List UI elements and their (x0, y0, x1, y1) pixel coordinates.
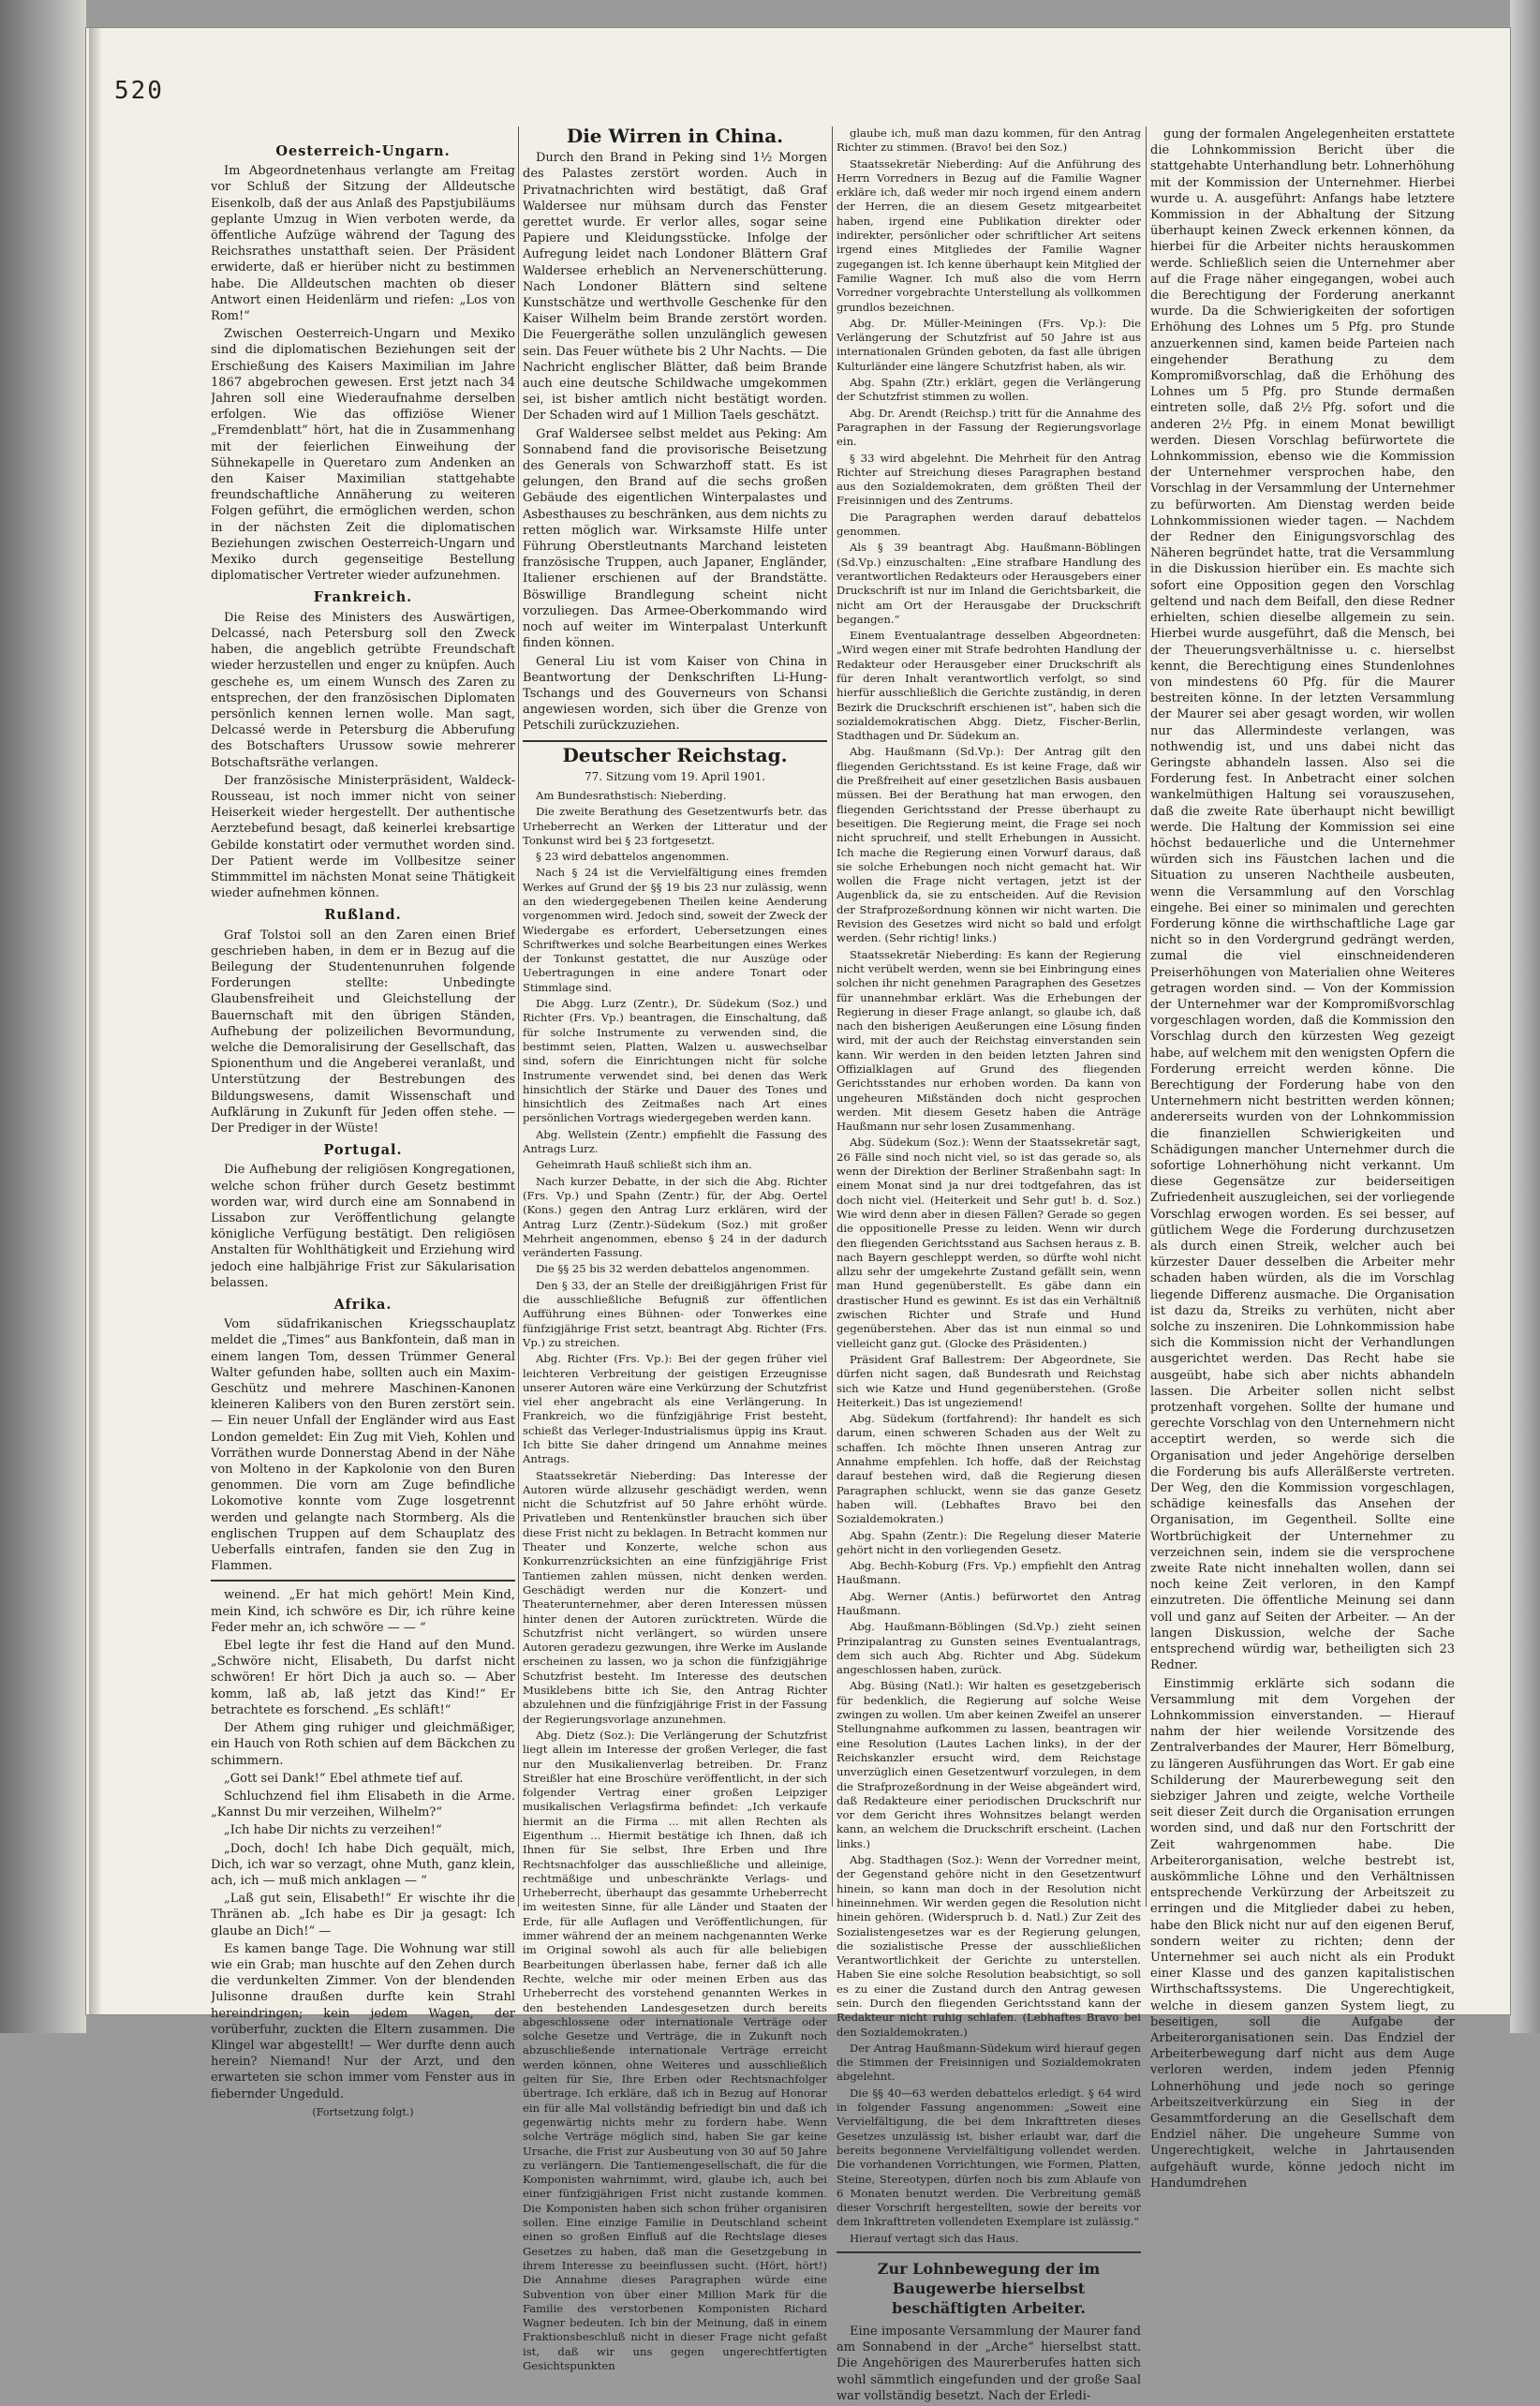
paragraph: Am Bundesrathstisch: Nieberding. (536, 788, 727, 802)
paragraph: Die zweite Berathung des Gesetzentwurfs betr. das Urheberrecht an Werken der Litteratur und der Tonkunst wird bei § 23 fortgesetzt. (523, 805, 827, 847)
feuilleton-paragraph: „Doch, doch! Ich habe Dich gequält, mich, Dich, ich war so verzagt, ohne Muth, ganz klein, ach, ich — muß mich anklagen — “ (211, 1841, 515, 1888)
paragraph: gung der formalen Angelegenheiten erstattete die Lohnkommission Bericht über die stattgehabte Unterhandlung betr. Lohnerhöhung mit der Kommission der Unternehmer. Hierbei wurde u. A. ausgeführt: Anfangs habe letztere Kommission in der Abhaltung der Sitzung überhaupt keinen Zweck erkennen können, da hierbei für die Arbeiter nichts herauskommen werde. Schließlich seien die Unternehmer aber auf die Frage näher eingegangen, wobei auch die Berechtigung der Forderung anerkannt wurde. Da die Schwierigkeiten der sofortigen Erhöhung des Lohnes um 5 Pfg. pro Stunde anzuerkennen sind, kamen beide Parteien nach eingehender Berathung zu dem Kompromißvorschlag, daß die Erhöhung des Lohnes um 5 Pfg. pro Stunde dermaßen eintreten solle, daß 2½ Pfg. sofort und die anderen 2½ Pfg. in einem Monat bewilligt werden. Diesen Vorschlag befürwortete die Lohnkommission, ebenso wie die Kommission der Unternehmer versprochen habe, den Vorschlag in der Versammlung der Unternehmer zu befürworten. Am Dienstag werden beide Lohnkommissionen wieder tagen. — Nachdem der Redner den Einigungsvorschlag des Näheren begründet hatte, trat die Versammlung in die Diskussion hierüber ein. Es machte sich sofort eine Opposition gegen den Vorschlag geltend und nach dem Beifall, den diese Redner erhielten, schien dieselbe allgemein zu sein. Hierbei wurde ausgeführt, daß die Mensch, bei der Theuerungsverhältnisse u. c. hierselbst kennt, die Berechtigung eines Stundenlohnes von mindestens 60 Pfg. für die Maurer bestreiten könne. In der letzten Versammlung der Maurer sei aber gesagt worden, wir wollen nur das Allermindeste verlangen, was nothwendig ist, und uns dabei nicht das Geringste abhandeln lassen. Also sei die Forderung fest. In Anbetracht einer solchen wankelmüthigen Haltung sei vorauszusehen, daß die zweite Rate überhaupt nicht bewilligt werde. Die Haltung der Kommission sei eine höchst bedauerliche und die Unternehmer würden sich ins Fäustchen lachen und die Situation zu unseren Nachtheile ausbeuten, wenn die Versammlung auf den Vorschlag eingehe. Bei einer so minimalen und gerechten Forderung könne die wirthschaftliche Lage gar nicht so in den Vordergrund gedrängt werden, zumal die viel einschneidenderen Preiserhöhungen von Materialien ohne Weiteres getragen worden sind. — Von der Kommission der Unternehmer war der Kompromißvorschlag vorgeschlagen worden, daß die Kommission den Vorschlag durch den kürzesten Weg gezeigt habe, auf welchem mit den wenigsten Opfern die Forderung erreicht werden könne. Die Berechtigung der Forderung habe von den Unternehmern nicht bestritten werden können; andererseits wurden von der Lohnkommission die finanziellen Schwierigkeiten und Schädigungen mancher Unternehmer durch die sofortige Lohnerhöhung nicht verkannt. Um diese Gegensätze zur beiderseitigen Zufriedenheit auszugleichen, sei der vorliegende Vorschlag erwogen worden. Es sei besser, auf gütlichem Wege die Forderung durchzusetzen als durch einen Streik, welcher auch bei kürzester Dauer desselben die Arbeiter mehr schaden haben würden, als die im Vorschlag liegende Differenz ausmache. Die Organisation ist dazu da, Streiks zu verhüten, nicht aber solche zu inszeniren. Die Lohnkommission habe sich die Kommission nicht der Verhandlungen ausgerichtet werden. Das Recht habe sie ausgeübt, habe sich aber nichts abhandeln lassen. Die Arbeiter sollen nicht selbst protzenhaft vorgehen. Sollte der humane und gerechte Vorschlag von den Unternehmern nicht acceptirt werden, so werde sich die Organisation und jeder Angehörige derselben die Forderung bis aufs Allerälßerste vertreten. Der Weg, den die Kommission vorgeschlagen, schädige keinesfalls das Ansehen der Organisation, im Gegentheil. Sollte eine Wortbrüchigkeit der Unternehmer zu verzeichnen sein, indem sie die versprochene zweite Rate nicht innehalten wollen, dann sei noch keine Zeit verloren, in den Kampf einzutreten. Die öffentliche Meinung sei dann voll und ganz auf Seiten der Arbeiter. — An der langen Diskussion, welche der Sache entsprechend würdig war, betheiligten sich 23 Redner. (1150, 127, 1455, 1673)
section-rule (523, 740, 827, 742)
paragraph: Abg. Dr. Müller-Meiningen (Frs. Vp.): Die Verlängerung der Schutzfrist auf 50 Jahre ist aus internationalen Gründen geboten, da fast alle übrigen Kulturländer eine längere Schutzfrist haben, als wir. (837, 316, 1141, 373)
paragraph: Der französische Ministerpräsident, Waldeck-Rousseau, ist noch immer nicht von seiner Heiserkeit wieder hergestellt. Der authentische Aerztebefund besagt, daß keinerlei krebsartige Gebilde konstatirt oder vermuthet worden sind. Der Patient werde im Vollbesitze seiner Stimmmittel im nächsten Monat seine Thätigkeit wieder aufnehmen können. (211, 773, 515, 901)
paragraph: Abg. Haußmann-Böblingen (Sd.Vp.) zieht seinen Prinzipalantrag zu Gunsten seines Eventualantrags, dem sich auch Abg. Richter und Abg. Südekum angeschlossen haben, zurück. (837, 1620, 1141, 1677)
paragraph: Nach § 24 ist die Vervielfältigung eines fremden Werkes auf Grund der §§ 19 bis 23 nur zulässig, wenn an den wiedergegebenen Theilen keine Aenderung vorgenommen wird. Jedoch sind, soweit der Zweck der Wiedergabe es erfordert, Uebersetzungen eines Schriftwerkes und solche Bearbeitungen eines Werkes der Tonkunst gestattet, die nur Auszüge oder Uebertragungen in eine andere Tonart oder Stimmlage sind. (523, 866, 827, 994)
paragraph: § 33 wird abgelehnt. Die Mehrheit für den Antrag Richter auf Streichung dieses Paragraphen bestand aus den Sozialdemokraten, dem größten Theil der Freisinnigen und des Zentrums. (837, 451, 1141, 508)
paragraph: Abg. Stadthagen (Soz.): Wenn der Vorredner meint, der Gegenstand gehöre nicht in den Gesetzentwurf hinein, so kann man doch in der Resolution nicht hineinnehmen. Wir werden gegen die Resolution nicht hinein gehören. (Widerspruch b. d. Natl.) Zur Zeit des Sozialistengesetzes war es der Regierung gelungen, die sozialistische Presse der ausschließlichen Verantwortlichkeit der Gerichte zu unterstellen. Haben Sie eine solche Resolution beabsichtigt, so soll es zu einer die Zustand durch den Antrag gewesen sein. Durch den fliegenden Gerichtsstand kann der Redakteur nicht ruhig schlafen. (Lebhaftes Bravo bei den Sozialdemokraten.) (837, 1853, 1141, 2039)
column-rule (1146, 126, 1147, 1907)
feuilleton-paragraph: Schluchzend fiel ihm Elisabeth in die Arme. „Kannst Du mir verzeihen, Wilhelm?“ (211, 1789, 515, 1820)
paragraph: Graf Tolstoi soll an den Zaren einen Brief geschrieben haben, in dem er in Bezug auf die Beilegung der Studentenunruhen folgende Forderungen stellte: Unbedingte Glaubensfreiheit und Gleichstellung der Bauernschaft mit den übrigen Ständen, Aufhebung der polizeilichen Bevormundung, welche die Demoralisirung der Gesellschaft, das Spionenthum und die Angeberei veranlaßt, und Unterstützung der Bestrebungen des Bildungswesens, damit Wissenschaft und Aufklärung in Zukunft für Jeden offen stehe. — Der Prediger in der Wüste! (211, 928, 515, 1136)
paragraph: Abg. Büsing (Natl.): Wir halten es gesetzgeberisch für bedenklich, die Regierung auf solche Weise zwingen zu wollen. Um aber keinen Zweifel an unserer Stellungnahme aufkommen zu lassen, beantragen wir eine Resolution (Lautes Lachen links), in der der Reichskanzler ersucht wird, dem Reichstage unverzüglich einen Gesetzentwurf vorzulegen, in dem die Strafprozeßordnung in der Weise abgeändert wird, daß Redakteure einer periodischen Druckschrift nur vor dem Gericht ihres Wohnsitzes belangt werden kann, an welchem die Druckschrift erscheint. (Lachen links.) (837, 1679, 1141, 1850)
section-heading: Afrika. (333, 1297, 392, 1314)
column-1 (211, 138, 515, 2122)
feuilleton-paragraph: Es kamen bange Tage. Die Wohnung war still wie ein Grab; man huschte auf den Zehen durch die verdunkelten Zimmer. Von der blendenden Julisonne draußen durfte kein Strahl hereindringen; kein jedem Wagen, der vorüberfuhr, zuckten die Eltern zusammen. Die Klingel war abgestellt! — Wer durfte denn auch herein? Niemand! Nur der Arzt, und den erwarteten sie schon immer vom Fenster aus in fiebernder Ungeduld. (211, 1941, 515, 2102)
paragraph: Graf Waldersee selbst meldet aus Peking: Am Sonnabend fand die provisorische Beisetzung des Generals von Schwarzhoff statt. Es ist gelungen, den Brand auf die sechs großen Gebäude des eigentlichen Winterpalastes und Asbesthauses zu beschränken, aus dem nichts zu retten möglich war. Wirksamste Hilfe unter Führung Oberstleutnants Marchand leisteten französische Truppen, auch Japaner, Engländer, Italiener erschienen auf der Brandstätte. Böswillige Brandlegung scheint nicht vorzuliegen. Das Armee-Oberkommando wird noch auf weiter im Winterpalast Unterkunft finden können. (523, 426, 827, 651)
paragraph: Staatssekretär Nieberding: Es kann der Regierung nicht verübelt werden, wenn sie bei Einbringung eines solchen ihr nicht genehmen Paragraphen des Gesetzes für unannehmbar erklärt. Was die Erhebungen der Regierung in dieser Frage anlangt, so glaube ich, daß nach den bisherigen Aeußerungen eine Lösung finden wird, mit der auch der Reichstag einverstanden sein kann. Wir werden in den beiden letzten Jahren sind Offizialklagen auf Grund des fliegenden Gerichtsstandes nur erhoben worden. Da kann von ungeheuren Mißständen doch nicht gesprochen werden. Mit diesem Gesetz haben die Anträge Haußmann nur sehr losen Zusammenhang. (837, 947, 1141, 1134)
paragraph: Eine imposante Versammlung der Maurer fand am Sonnabend in der „Arche“ hierselbst statt. Die Angehörigen des Maurerberufes hatten sich wohl sämmtlich eingefunden und der große Saal war vollständig besetzt. Nach der Erledi- (837, 2324, 1141, 2403)
paragraph: Abg. Werner (Antis.) befürwortet den Antrag Haußmann. (837, 1589, 1141, 1617)
column-4 (1150, 126, 1455, 2193)
column-2 (523, 126, 827, 2375)
paragraph: Abg. Wellstein (Zentr.) empfiehlt die Fassung des Antrags Lurz. (523, 1127, 827, 1156)
scan-edge-right (1510, 0, 1540, 2033)
paragraph: Den § 33, der an Stelle der dreißigjährigen Frist für die ausschließliche Befugniß zur öffentlichen Aufführung eines Bühnen- oder Tonwerkes eine fünfzigjährige Frist setzt, beantragt Abg. Richter (Frs. Vp.) zu streichen. (523, 1278, 827, 1349)
paragraph: Die Abgg. Lurz (Zentr.), Dr. Südekum (Soz.) und Richter (Frs. Vp.) beantragen, die Einschaltung, daß für solche Instrumente zu verwenden sind, die bestimmt seien, Platten, Walzen u. auswechselbar sind, sofern die Einrichtungen nicht für solche Instrumente verwendet sind, bei denen das Werk hinsichtlich der Stärke und Dauer des Tones und hinsichtlich des Zeitmaßes nach Art eines persönlichen Vortrags wiedergegeben werden kann. (523, 997, 827, 1125)
section-heading: Oesterreich-Ungarn. (275, 143, 451, 159)
section-heading: Frankreich. (313, 589, 413, 606)
paragraph: Staatssekretär Nieberding: Das Interesse der Autoren würde allzusehr geschädigt werden, wenn nicht die Schutzfrist auf 50 Jahre erhöht würde. Privatleben und Rentenkünstler brauchen sich über diese Frist nicht zu beklagen. In Betracht kommen nur Theater und Konzerte, welche schon aus Konkurrenzrücksichten an eine fünfzigjährige Frist Tantiemen zahlen müssen, nicht denken werden. Geschädigt werden nur die Konzert- und Theaterunternehmer, aber deren Interessen müssen hinter denen der Autoren zurücktreten. Würde die Schutzfrist nicht verlängert, so würden unsere Autoren geradezu gezwungen, ihre Werke im Auslande erscheinen zu lassen, wo ja schon die fünfzigjährige Schutzfrist besteht. Im Interesse des deutschen Musiklebens bitte ich Sie, den Antrag Richter abzulehnen und die fünfzigjährige Frist in der Fassung der Regierungsvorlage anzunehmen. (523, 1468, 827, 1726)
feuilleton-paragraph: „Ich habe Dir nichts zu verzeihen!“ (224, 1823, 442, 1838)
paragraph: Einem Eventualantrage desselben Abgeordneten: „Wird wegen einer mit Strafe bedrohten Handlung der Redakteur oder Herausgeber einer Druckschrift als für deren Inhalt verantwortlich verfolgt, so sind hierfür ausschließlich die Gerichte zuständig, in deren Bezirk die Druckschrift erschienen ist“, haben sich die sozialdemokratischen Abgg. Dietz, Fischer-Berlin, Stadthagen und Dr. Südekum an. (837, 629, 1141, 743)
paragraph: Durch den Brand in Peking sind 1½ Morgen des Palastes zerstört worden. Auch in Privatnachrichten wird bestätigt, daß Graf Waldersee nur mühsam durch das Fenster gerettet wurde. Er verlor alles, sogar seine Papiere und Kleidungsstücke. Infolge der Aufregung leidet nach Londoner Blättern Graf Waldersee erheblich an Nervenerschütterung. Nach Londoner Blättern sind seltene Kunstschätze und werthvolle Geschenke für den Kaiser Wilhelm beim Brande zerstört worden. Die Feuergeräthe sollen unzulänglich gewesen sein. Das Feuer wüthete bis 2 Uhr Nachts. — Die Nachricht englischer Blätter, daß beim Brande auch eine deutsche Schildwache umgekommen sei, ist bisher amtlich nicht bestätigt worden. Der Schaden wird auf 1 Million Taels geschätzt. (523, 151, 827, 423)
paragraph: Vom südafrikanischen Kriegsschauplatz meldet die „Times“ aus Bankfontein, daß man in einem langen Tom, dessen Trümmer General Walter gefunden habe, sollten auch ein Maxim-Geschütz und mehrere Maschinen-Kanonen kleineren Kalibers von den Buren zerstört sein. — Ein neuer Unfall der Engländer wird aus East London gemeldet: Ein Zug mit Vieh, Kohlen und Vorräthen wurde Donnerstag Abend in der Nähe von Molteno in der Kapkolonie von den Buren genommen. Die vorn am Zuge befindliche Lokomotive konnte vom Zuge losgetrennt werden und gelangte nach Stormberg. Als die englischen Truppen auf dem Schauplatz des Ueberfalls eintrafen, fanden sie den Zug in Flammen. (211, 1317, 515, 1574)
paragraph: Geheimrath Hauß schließt sich ihm an. (536, 1158, 752, 1172)
paragraph: § 23 wird debattelos angenommen. (536, 850, 730, 864)
paragraph: Die Paragraphen werden darauf debattelos genommen. (837, 510, 1141, 539)
feuilleton-paragraph: „Gott sei Dank!“ Ebel athmete tief auf. (224, 1771, 464, 1786)
paragraph: Abg. Bechh-Koburg (Frs. Vp.) empfiehlt den Antrag Haußmann. (837, 1559, 1141, 1587)
section-heading: Portugal. (323, 1142, 403, 1159)
paragraph: Als § 39 beantragt Abg. Haußmann-Böblingen (Sd.Vp.) einzuschalten: „Eine strafbare Handlung des verantwortlichen Redakteurs oder Herausgebers einer Druckschrift ist nur im Inland die Gerichtsbarkeit, die nicht am Ort der Herausgabe der Druckschrift begangen.“ (837, 541, 1141, 626)
article-headline: Die Wirren in China. (566, 126, 784, 147)
paragraph: Die §§ 25 bis 32 werden debattelos angenommen. (536, 1262, 810, 1276)
feuilleton-paragraph: weinend. „Er hat mich gehört! Mein Kind, mein Kind, ich schwöre es Dir, ich rühre keine Feder mehr an, ich schwöre — — “ (211, 1588, 515, 1635)
paragraph: Die Aufhebung der religiösen Kongregationen, welche schon früher durch Gesetz bestimmt worden war, wird durch eine am Sonnabend in Lissabon zur Veröffentlichung gelangte königliche Verfügung bestätigt. Den religiösen Anstalten für Wohlthätigkeit und Erziehung wird jedoch eine halbjährige Frist zur Säkularisation belassen. (211, 1163, 515, 1290)
paragraph: Der Antrag Haußmann-Südekum wird hierauf gegen die Stimmen der Freisinnigen und Sozialdemokraten abgelehnt. (837, 2041, 1141, 2084)
paragraph: glaube ich, muß man dazu kommen, für den Antrag Richter zu stimmen. (Bravo! bei den Soz.) (837, 126, 1141, 155)
paragraph: Präsident Graf Ballestrem: Der Abgeordnete, Sie dürfen nicht sagen, daß Bundesrath und Reichstag sich wie Katze und Hund gegenüberstehen. (Große Heiterkeit.) Das ist ungeziemend! (837, 1352, 1141, 1409)
paragraph: General Liu ist vom Kaiser von China in Beantwortung der Denkschriften Li-Hung-Tschangs und des Gouverneurs von Schansi angewiesen worden, sich über die Grenze von Petschili zurückzuziehen. (523, 654, 827, 734)
section-rule (837, 2251, 1141, 2253)
paragraph: Zwischen Oesterreich-Ungarn und Mexiko sind die diplomatischen Beziehungen seit der Erschießung des Kaisers Maximilian im Jahre 1867 abgebrochen gewesen. Erst jetzt nach 34 Jahren soll eine Wiederaufnahme derselben erfolgen. Wie das offiziöse Wiener „Fremdenblatt“ hört, hat die in Zusammenhang mit der feierlichen Einweihung der Sühnekapelle in Queretaro zum Andenken an den Kaiser Maximilian stattgehabte freundschaftliche Annäherung zu weiteren Folgen geführt, die ermöglichen werden, schon in der nächsten Zeit die diplomatischen Beziehungen zwischen Oesterreich-Ungarn und Mexiko durch gegenseitige Bestellung diplomatischer Vertreter wieder aufzunehmen. (211, 327, 515, 584)
paragraph: Nach kurzer Debatte, in der sich die Abg. Richter (Frs. Vp.) und Spahn (Zentr.) für, der Abg. Oertel (Kons.) gegen den Antrag Lurz erklären, wird der Antrag Lurz (Zentr.)-Südekum (Soz.) mit großer Mehrheit angenommen, ebenso § 24 in der dadurch veränderten Fassung. (523, 1174, 827, 1260)
article-headline: Deutscher Reichstag. (562, 743, 788, 766)
paragraph: Die §§ 40—63 werden debattelos erledigt. § 64 wird in folgender Fassung angenommen: „Soweit eine Vervielfältigung, die bei dem Inkrafttreten dieses Gesetzes unzulässig ist, bisher erlaubt war, darf die bereits begonnene Vervielfältigung vollendet werden. Die vorhandenen Vorrichtungen, wie Formen, Platten, Steine, Stereotypen, dürfen noch bis zum Ablaufe von 6 Monaten benutzt werden. Die Verbreitung gemäß dieser Vorschrift hergestellten, sowie der bereits vor dem Inkrafttreten vollendeten Exemplare ist zulässig.“ (837, 2086, 1141, 2229)
section-heading: Rußland. (324, 907, 402, 924)
feuilleton-paragraph: Ebel legte ihr fest die Hand auf den Mund. „Schwöre nicht, Elisabeth, Du darfst nicht schwören! Er hört Dich ja auch so. — Aber komm, laß ab, laß jetzt das Kind!“ Er betrachtete es forschend. „Es schläft!“ (211, 1639, 515, 1717)
paragraph: Abg. Südekum (Soz.): Wenn der Staatssekretär sagt, 26 Fälle sind noch nicht viel, so ist das gerade so, als wenn der Direktion der Berliner Straßenbahn sagt: In einem Monat sind ja nur drei todtgefahren, das ist doch nicht viel. (Heiterkeit und Sehr gut! b. d. Soz.) Wie wird denn aber in diesen Fällen? Gerade so gegen die oppositionelle Presse zu leiden. Wenn wir durch den fliegenden Gerichtsstand aus Sachsen heraus z. B. nach Bayern geschleppt werden, so dürfte wohl nicht allzu sehr der umgekehrte Zustand gefällt sein, wenn man Hund gegenüberstellt. Es gäbe dann ein drastischer Hund es gewinnt. Es ist das ein Verhältniß zwischen Richter und Strafe und Hund gegenüberstehen. Aber das ist nun einmal so und vielleicht ganz gut. (Glocke des Präsidenten.) (837, 1136, 1141, 1350)
continuation-note: (Fortsetzung folgt.) (312, 2105, 414, 2118)
paragraph: Abg. Spahn (Ztr.) erklärt, gegen die Verlängerung der Schutzfrist stimmen zu wollen. (837, 376, 1141, 404)
feuilleton-paragraph: „Laß gut sein, Elisabeth!“ Er wischte ihr die Thränen ab. „Ich habe es Dir ja gesagt: Ich glaube an Dich!“ — (211, 1892, 515, 1938)
scan-edge-left (0, 0, 86, 2033)
page-number: 520 (114, 77, 164, 105)
column-rule (832, 126, 833, 1907)
paragraph: Abg. Südekum (fortfahrend): Ihr handelt es sich darum, einen schweren Schaden aus der Welt zu schaffen. Ich möchte Ihnen unseren Antrag zur Annahme empfehlen. Ich hoffe, daß der Reichstag darauf bestehen wird, daß die Regierung diesen Paragraphen schluckt, wenn sie das ganze Gesetz haben will. (Lebhaftes Bravo bei den Sozialdemokraten.) (837, 1412, 1141, 1526)
paragraph: Staatssekretär Nieberding: Auf die Anführung des Herrn Vorredners in Bezug auf die Familie Wagner erkläre ich, daß weder mir noch irgend einem andern der Herren, die an diesem Gesetz mitgearbeitet haben, irgend eine Publikation direkter oder indirekter, persönlicher oder schriftlicher Art seitens irgend eines Mitgliedes der Familie Wagner zugegangen ist. Ich kenne überhaupt kein Mitglied der Familie Wagner. Ich muß also die vom Herrn Vorredner vorgebrachte Unterstellung als vollkommen grundlos bezeichnen. (837, 156, 1141, 314)
paragraph: Die Reise des Ministers des Auswärtigen, Delcassé, nach Petersburg soll den Zweck haben, die angeblich getrübte Freundschaft wieder herzustellen und enger zu knüpfen. Auch geschehe es, um einem Wunsch des Zaren zu entsprechen, der den französischen Diplomaten persönlich kennen lernen wolle. Man sagt, Delcassé werde in Petersburg die Abberufung des Botschafters Urussow sowie mehrerer Botschaftsräthe verlangen. (211, 610, 515, 770)
feuilleton-rule (211, 1580, 515, 1582)
page-fold-shadow (89, 28, 102, 2014)
paragraph: Abg. Dr. Arendt (Reichsp.) tritt für die Annahme des Paragraphen in der Fassung der Regierungsvorlage ein. (837, 406, 1141, 449)
paragraph: Abg. Richter (Frs. Vp.): Bei der gegen früher viel leichteren Verbreitung der geistigen Erzeugnisse unserer Autoren wäre eine Verkürzung der Schutzfrist viel eher angebracht als eine Verlängerung. In Frankreich, wo die fünfzigjährige Frist besteht, schießt das Verleger-Industrialismus üppig ins Kraut. Ich bitte Sie daher dringend um Annahme meines Antrags. (523, 1352, 827, 1466)
feuilleton-paragraph: Der Athem ging ruhiger und gleichmäßiger, ein Hauch von Roth schien auf dem Bäckchen zu schimmern. (211, 1721, 515, 1768)
article-headline: Zur Lohnbewegung der im Baugewerbe hierselbst beschäftigten Arbeiter. (877, 2260, 1101, 2318)
paragraph: Einstimmig erklärte sich sodann die Versammlung mit dem Vorgehen der Lohnkommission einverstanden. — Hierauf nahm der hier weilende Vorsitzende des Zentralverbandes der Maurer, Herr Bömelburg, zu längeren Ausführungen das Wort. Er gab eine Schilderung der Maurerbewegung seit den siebziger Jahren und zeigte, welche Vortheile seit dieser Zeit durch die Organisation errungen worden sind, und daß nur den Fortschritt der Zeit wahrgenommen habe. Die Arbeiterorganisation, welche bestrebt ist, auskömmliche Löhne und den Verhältnissen entsprechende Verkürzung der Arbeitszeit zu erringen und die Mitglieder dabei zu heben, habe den Blick nicht nur auf den eigenen Beruf, sondern weiter zu richten; denn der Unternehmer sei auch nicht als ein Produkt einer Klasse und des ganzen kapitalistischen Wirthschaftssystems. Die Ungerechtigkeit, welche in diesem ganzen System liegt, zu beseitigen, soll die Aufgabe der Arbeiterorganisationen sein. Das Endziel der Arbeiterbewegung darf nicht aus dem Auge verloren werden, indem jeden Pfennig Lohnerhöhung und jede noch so geringe Arbeitszeitverkürzung ein Sieg in der Gesammtforderung an die Gesellschaft dem Endziel näher. Die ungeheure Summe von Ungerechtigkeit, welche in Jahrtausenden aufgehäuft wurde, könne jedoch nicht im Handumdrehen (1150, 1676, 1455, 2191)
paragraph: Abg. Haußmann (Sd.Vp.): Der Antrag gilt den fliegenden Gerichtsstand. Es ist keine Frage, daß wir die Preßfreiheit auf einer gesetzlichen Basis ausbauen müssen. Bei der Berathung hat man erwogen, den fliegenden Gerichtsstand der Presse überhaupt zu beseitigen. Die Regierung meint, die Frage sei noch nicht spruchreif, und stellt Erhebungen in Aussicht. Ich mache die Regierung einen Vorwurf daraus, daß sie solche Erhebungen noch nicht gemacht hat. Wir wollen die Frage nicht vertagen, jetzt ist der Augenblick da, sie zu entscheiden. Auf die Revision der Strafprozeßordnung können wir nicht warten. Die Revision des Gesetzes wird nicht so bald und erfolgt werden. (Sehr richtig! links.) (837, 745, 1141, 945)
paragraph: Hierauf vertagt sich das Haus. (850, 2231, 1019, 2245)
column-3 (837, 126, 1141, 2406)
paragraph: Abg. Spahn (Zentr.): Die Regelung dieser Materie gehört nicht in den vorliegenden Gesetz. (837, 1528, 1141, 1556)
session-line: 77. Sitzung vom 19. April 1901. (584, 769, 766, 783)
paragraph: Abg. Dietz (Soz.): Die Verlängerung der Schutzfrist liegt allein im Interesse der großen Verleger, die fast nur den Musikalienverlag betreiben. Dr. Franz Streißler hat eine Broschüre veröffentlicht, in der sich folgender Vertrag einer großen Leipziger musikalischen Verlagsfirma befindet: „Ich verkaufe hiermit an die Firma ... mit allen Rechten als Eigenthum ... Hiermit bestätige ich Ihnen, daß ich Ihnen für Sie selbst, Ihre Erben und Ihre Rechtsnachfolger das ausschließliche und alleinige, rechtmäßige und unbeschränkte Verlags- und Urheberrecht, überhaupt das gesammte Urheberrecht im weitesten Sinne, für alle Länder und Staaten der Erde, für alle Auflagen und Veröffentlichungen, für immer während der an meinem nachgenannten Werke im Original sowohl als auch für alle beliebigen Bearbeitungen überlassen habe, ferner daß ich alle Rechte, welche mir oder meinen Erben aus das Urheberrecht des vorstehend genannten Werkes in den bestehenden Landesgesetzen durch bereits abgeschlossene oder internationale Verträge oder solche Gesetze und Verträge, die in Zukunft noch abzuschließende internationale Verträge erreicht werden können, ohne Weiteres und ausschließlich gelten für Sie, Ihre Erben oder Rechtsnachfolger übertrage. Ich erkläre, daß ich in Bezug auf Honorar ein für alle Mal vollständig befriedigt bin und daß ich gegenwärtig nichts mehr zu fordern habe. Wenn solche Verträge möglich sind, haben Sie gar keine Ursache, die Frist zur Ausbeutung von 30 auf 50 Jahre zu verlängern. Die Tantiemengesellschaft, die für die Komponisten wahrnimmt, wird, glaube ich, auch bei einer fünfzigjährigen Frist nicht zustande kommen. Die Komponisten haben sich schon früher organisiren sollen. Eine einzige Familie in Deutschland scheint einen so großen Einfluß auf die Rechtslage dieses Gesetzes zu haben, daß man die Gesetzgebung in ihrem Interesse zu beeinflussen sucht. (Hört, hört!) Die Annahme dieses Paragraphen würde eine Subvention von über einer Million Mark für die Familie des verstorbenen Komponisten Richard Wagner bedeuten. Ich bin der Meinung, daß in einem Fraktionsbeschluß nicht in dieser Frage nicht gefaßt ist, daß wir uns gegen ungerechtfertigten Gesichtspunkten (523, 1728, 827, 2372)
paragraph: Im Abgeordnetenhaus verlangte am Freitag vor Schluß der Sitzung der Alldeutsche Eisenkolb, daß der aus Anlaß des Papstjubiläums geplante Umzug in Wien verboten werde, da öffentliche Aufzüge während der Tagung des Reichsrathes unstatthaft seien. Der Präsident erwiderte, daß er hierüber nicht zu bestimmen habe. Die Alldeutschen machten ob dieser Antwort einen Heidenlärm und riefen: „Los von Rom!“ (211, 164, 515, 324)
column-rule (518, 126, 519, 1907)
